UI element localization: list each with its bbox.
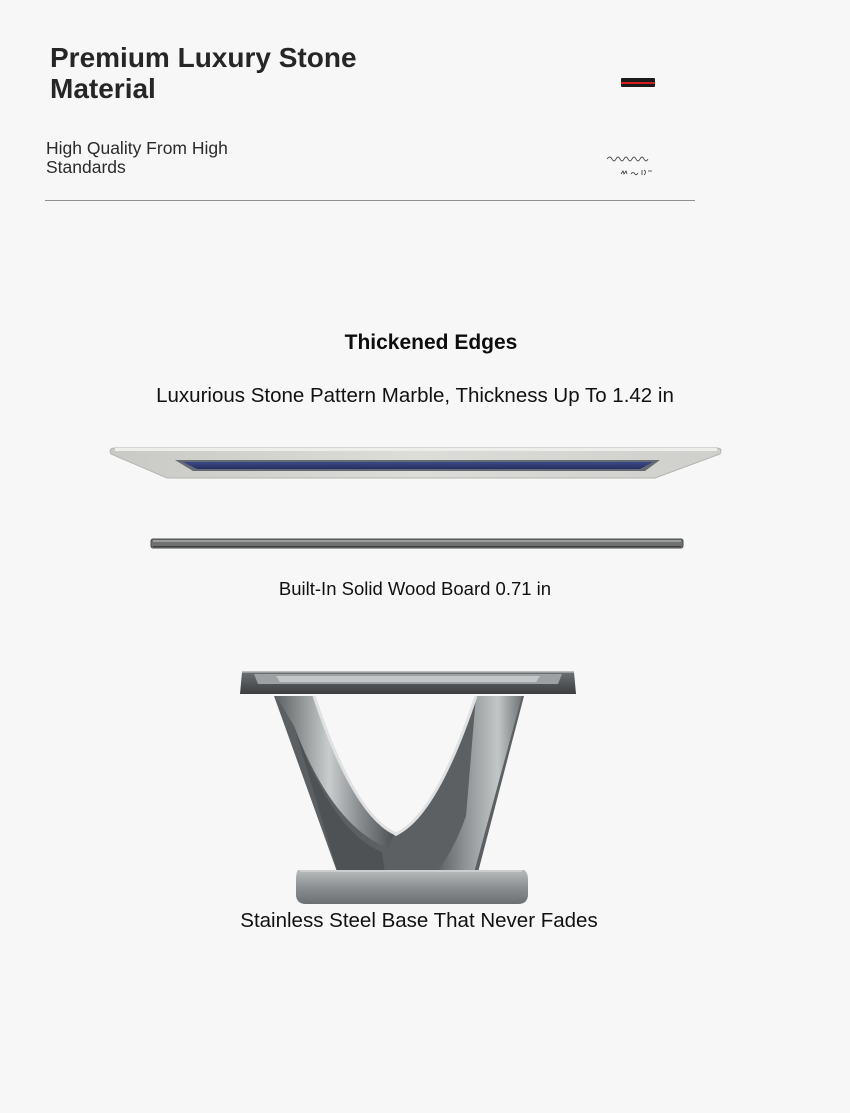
page-title: Premium Luxury Stone Material xyxy=(50,42,357,104)
brand-logo-icon xyxy=(621,78,655,87)
section-heading: Thickened Edges xyxy=(344,331,518,354)
steel-caption: Stainless Steel Base That Never Fades xyxy=(240,909,598,932)
page-subtitle: High Quality From High Standards xyxy=(46,138,228,177)
steel-base-image xyxy=(236,666,580,908)
signature-icon xyxy=(598,153,658,181)
wood-caption: Built-In Solid Wood Board 0.71 in xyxy=(278,578,552,599)
marble-slab-image xyxy=(105,440,730,486)
wood-board-image xyxy=(150,537,684,551)
header-divider xyxy=(45,200,695,201)
stone-caption: Luxurious Stone Pattern Marble, Thickness Up To 1.42 in xyxy=(156,384,674,407)
